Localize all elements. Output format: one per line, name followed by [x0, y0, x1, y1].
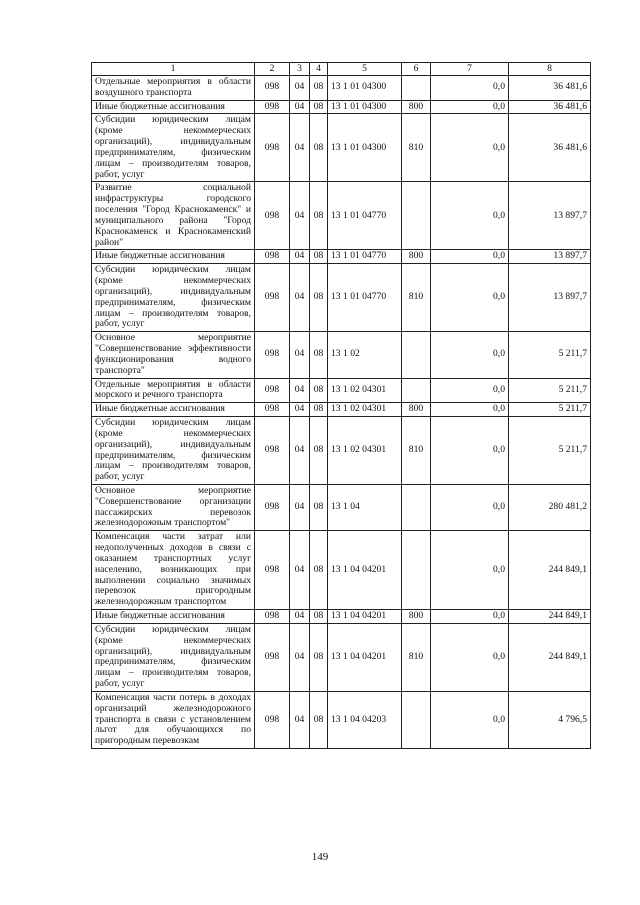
table-row [92, 76, 591, 101]
amount-cell: 244 849,1 [509, 610, 591, 624]
item-name-cell: Развитие социальной инфраструктуры городского поселения "Город Краснокаменск" и муниципального района "Город Краснокаменск и Краснокаменский район" [92, 182, 255, 250]
table-row [92, 610, 591, 624]
target-article-cell: 13 1 02 [328, 332, 402, 378]
value-column-7-cell: 0,0 [431, 403, 509, 417]
table-row [92, 378, 591, 403]
ministry-code-cell: 098 [255, 76, 290, 101]
table-row [92, 264, 591, 332]
amount-cell: 280 481,2 [509, 484, 591, 530]
section-code-cell: 04 [290, 610, 310, 624]
amount-cell: 13 897,7 [509, 250, 591, 264]
column-header: 1 [92, 63, 255, 76]
subsection-code-cell: 08 [310, 76, 328, 101]
target-article-cell: 13 1 01 04300 [328, 76, 402, 101]
ministry-code-cell: 098 [255, 610, 290, 624]
subsection-code-cell: 08 [310, 182, 328, 250]
value-column-7-cell: 0,0 [431, 610, 509, 624]
ministry-code-cell: 098 [255, 250, 290, 264]
section-code-cell: 04 [290, 417, 310, 485]
value-column-7-cell: 0,0 [431, 76, 509, 101]
column-header: 2 [255, 63, 290, 76]
expense-type-cell [402, 76, 431, 101]
amount-cell: 13 897,7 [509, 182, 591, 250]
column-header: 7 [431, 63, 509, 76]
table-header-row [92, 63, 591, 76]
subsection-code-cell: 08 [310, 264, 328, 332]
target-article-cell: 13 1 01 04300 [328, 114, 402, 182]
subsection-code-cell: 08 [310, 332, 328, 378]
table-row [92, 417, 591, 485]
amount-cell: 5 211,7 [509, 332, 591, 378]
item-name-cell: Субсидии юридическим лицам (кроме некоммерческих организаций), индивидуальным предпринимателям, физическим лицам – производителям товаров, работ, услуг [92, 114, 255, 182]
target-article-cell: 13 1 02 04301 [328, 403, 402, 417]
expense-type-cell: 800 [402, 403, 431, 417]
ministry-code-cell: 098 [255, 403, 290, 417]
ministry-code-cell: 098 [255, 531, 290, 610]
subsection-code-cell: 08 [310, 114, 328, 182]
ministry-code-cell: 098 [255, 100, 290, 114]
table-row [92, 250, 591, 264]
value-column-7-cell: 0,0 [431, 691, 509, 748]
target-article-cell: 13 1 02 04301 [328, 378, 402, 403]
expense-type-cell: 810 [402, 264, 431, 332]
target-article-cell: 13 1 04 04201 [328, 610, 402, 624]
section-code-cell: 04 [290, 378, 310, 403]
item-name-cell: Компенсация части потерь в доходах организаций железнодорожного транспорта в связи с установлением льгот для обучающихся по пригородным перевозкам [92, 691, 255, 748]
target-article-cell: 13 1 04 04203 [328, 691, 402, 748]
target-article-cell: 13 1 01 04770 [328, 182, 402, 250]
item-name-cell: Иные бюджетные ассигнования [92, 403, 255, 417]
amount-cell: 244 849,1 [509, 531, 591, 610]
item-name-cell: Отдельные мероприятия в области морского и речного транспорта [92, 378, 255, 403]
section-code-cell: 04 [290, 264, 310, 332]
column-header: 3 [290, 63, 310, 76]
expense-type-cell [402, 182, 431, 250]
value-column-7-cell: 0,0 [431, 623, 509, 691]
table-row [92, 484, 591, 530]
expense-type-cell [402, 378, 431, 403]
item-name-cell: Субсидии юридическим лицам (кроме некоммерческих организаций), индивидуальным предпринимателям, физическим лицам – производителям товаров, работ, услуг [92, 623, 255, 691]
expense-type-cell: 810 [402, 623, 431, 691]
amount-cell: 36 481,6 [509, 114, 591, 182]
amount-cell: 244 849,1 [509, 623, 591, 691]
ministry-code-cell: 098 [255, 484, 290, 530]
item-name-cell: Субсидии юридическим лицам (кроме некоммерческих организаций), индивидуальным предпринимателям, физическим лицам – производителям товаров, работ, услуг [92, 264, 255, 332]
ministry-code-cell: 098 [255, 264, 290, 332]
item-name-cell: Субсидии юридическим лицам (кроме некоммерческих организаций), индивидуальным предпринимателям, физическим лицам – производителям товаров, работ, услуг [92, 417, 255, 485]
expense-type-cell [402, 691, 431, 748]
expense-type-cell [402, 484, 431, 530]
expense-type-cell: 810 [402, 417, 431, 485]
section-code-cell: 04 [290, 114, 310, 182]
subsection-code-cell: 08 [310, 610, 328, 624]
subsection-code-cell: 08 [310, 623, 328, 691]
amount-cell: 5 211,7 [509, 378, 591, 403]
target-article-cell: 13 1 01 04770 [328, 264, 402, 332]
section-code-cell: 04 [290, 76, 310, 101]
value-column-7-cell: 0,0 [431, 250, 509, 264]
item-name-cell: Основное мероприятие "Совершенствование организации пассажирских перевозок железнодорожным транспортом" [92, 484, 255, 530]
target-article-cell: 13 1 01 04770 [328, 250, 402, 264]
ministry-code-cell: 098 [255, 417, 290, 485]
subsection-code-cell: 08 [310, 417, 328, 485]
ministry-code-cell: 098 [255, 114, 290, 182]
value-column-7-cell: 0,0 [431, 264, 509, 332]
page-number: 149 [311, 851, 329, 863]
value-column-7-cell: 0,0 [431, 417, 509, 485]
budget-table [91, 62, 591, 749]
amount-cell: 4 796,5 [509, 691, 591, 748]
subsection-code-cell: 08 [310, 691, 328, 748]
ministry-code-cell: 098 [255, 691, 290, 748]
value-column-7-cell: 0,0 [431, 531, 509, 610]
section-code-cell: 04 [290, 332, 310, 378]
subsection-code-cell: 08 [310, 403, 328, 417]
column-header: 5 [328, 63, 402, 76]
item-name-cell: Иные бюджетные ассигнования [92, 100, 255, 114]
target-article-cell: 13 1 04 04201 [328, 623, 402, 691]
subsection-code-cell: 08 [310, 250, 328, 264]
section-code-cell: 04 [290, 531, 310, 610]
item-name-cell: Основное мероприятие "Совершенствование эффективности функционирования водного транспорта" [92, 332, 255, 378]
table-row [92, 182, 591, 250]
target-article-cell: 13 1 04 [328, 484, 402, 530]
value-column-7-cell: 0,0 [431, 484, 509, 530]
expense-type-cell: 800 [402, 100, 431, 114]
amount-cell: 5 211,7 [509, 403, 591, 417]
table-row [92, 100, 591, 114]
section-code-cell: 04 [290, 623, 310, 691]
amount-cell: 5 211,7 [509, 417, 591, 485]
expense-type-cell: 800 [402, 250, 431, 264]
item-name-cell: Компенсация части затрат или недополученных доходов в связи с оказанием транспортных услуг населению, возникающих при выполнении социально значимых перевозок пригородным железнодорожным транспортом [92, 531, 255, 610]
section-code-cell: 04 [290, 484, 310, 530]
subsection-code-cell: 08 [310, 378, 328, 403]
expense-type-cell: 810 [402, 114, 431, 182]
table-row [92, 403, 591, 417]
subsection-code-cell: 08 [310, 531, 328, 610]
value-column-7-cell: 0,0 [431, 378, 509, 403]
target-article-cell: 13 1 01 04300 [328, 100, 402, 114]
section-code-cell: 04 [290, 182, 310, 250]
column-header: 6 [402, 63, 431, 76]
section-code-cell: 04 [290, 250, 310, 264]
amount-cell: 36 481,6 [509, 100, 591, 114]
section-code-cell: 04 [290, 691, 310, 748]
column-header: 8 [509, 63, 591, 76]
ministry-code-cell: 098 [255, 332, 290, 378]
amount-cell: 13 897,7 [509, 264, 591, 332]
item-name-cell: Отдельные мероприятия в области воздушного транспорта [92, 76, 255, 101]
item-name-cell: Иные бюджетные ассигнования [92, 250, 255, 264]
ministry-code-cell: 098 [255, 182, 290, 250]
table-row [92, 332, 591, 378]
amount-cell: 36 481,6 [509, 76, 591, 101]
subsection-code-cell: 08 [310, 484, 328, 530]
value-column-7-cell: 0,0 [431, 100, 509, 114]
ministry-code-cell: 098 [255, 378, 290, 403]
value-column-7-cell: 0,0 [431, 332, 509, 378]
subsection-code-cell: 08 [310, 100, 328, 114]
column-header: 4 [310, 63, 328, 76]
item-name-cell: Иные бюджетные ассигнования [92, 610, 255, 624]
table-row [92, 691, 591, 748]
expense-type-cell [402, 531, 431, 610]
value-column-7-cell: 0,0 [431, 182, 509, 250]
target-article-cell: 13 1 04 04201 [328, 531, 402, 610]
table-row [92, 623, 591, 691]
expense-type-cell: 800 [402, 610, 431, 624]
section-code-cell: 04 [290, 100, 310, 114]
ministry-code-cell: 098 [255, 623, 290, 691]
table-row [92, 114, 591, 182]
target-article-cell: 13 1 02 04301 [328, 417, 402, 485]
table-row [92, 531, 591, 610]
section-code-cell: 04 [290, 403, 310, 417]
value-column-7-cell: 0,0 [431, 114, 509, 182]
expense-type-cell [402, 332, 431, 378]
